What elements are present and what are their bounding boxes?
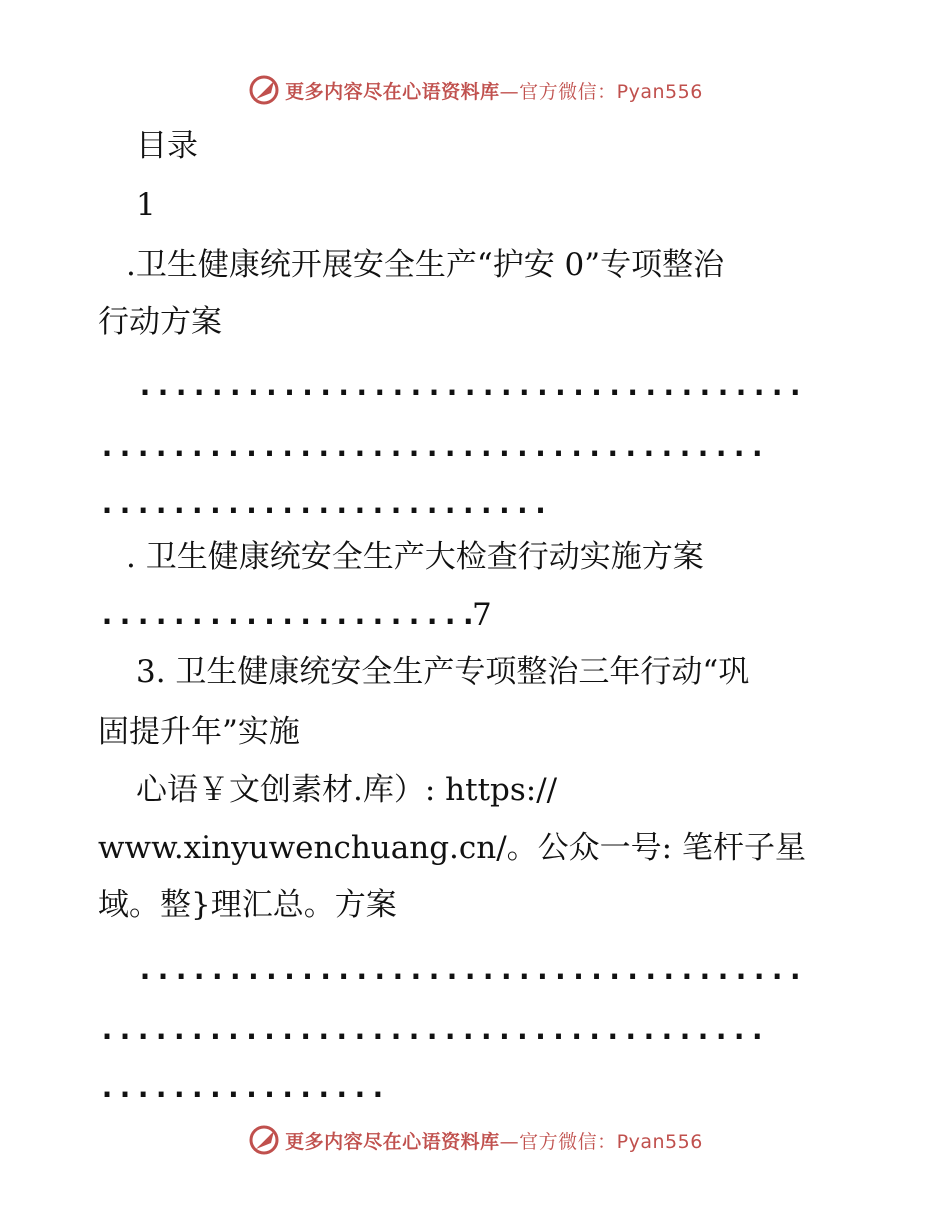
toc-item1-leader: .....................................: [136, 368, 805, 403]
toc-item3-title-line4: www.xinyuwenchuang.cn/。公众一号: 笔杆子星: [98, 830, 806, 866]
toc-item3-leader: .....................................: [136, 952, 805, 987]
toc-item3-title-line1[interactable]: 3. 卫生健康统安全生产专项整治三年行动“巩: [136, 654, 750, 690]
toc-item3-title-line2[interactable]: 固提升年”实施: [98, 714, 300, 750]
toc-item2-page-number[interactable]: 7: [472, 597, 492, 633]
toc-item1-number: 1: [136, 187, 156, 223]
toc-item1-title-line1[interactable]: .卫生健康统开展安全生产“护安 0”专项整治: [126, 247, 725, 283]
toc-item1-title-line2[interactable]: 行动方案: [98, 304, 222, 340]
banner-text-rest: —官方微信：Pyan556: [499, 1130, 703, 1153]
toc-item3-title-line5: 域。整}理汇总。方案: [98, 887, 397, 923]
banner-text-bold: 更多内容尽在心语资料库: [285, 1130, 500, 1153]
toc-item3-leader: .....................................: [98, 1012, 767, 1047]
toc-item2-leader: .....................: [98, 597, 478, 632]
banner-text: [285, 1127, 703, 1154]
header-banner: [0, 70, 950, 110]
toc-item3-title-line3: 心语￥文创素材.库）: https://: [136, 772, 558, 808]
toc-item1-leader: .....................................: [98, 429, 767, 464]
toc-item3-leader: ................: [98, 1070, 387, 1105]
banner-text: [285, 77, 703, 104]
toc-item2-title[interactable]: . 卫生健康统安全生产大检查行动实施方案: [126, 539, 704, 575]
toc-item1-leader: .........................: [98, 486, 550, 521]
quill-pen-icon: [247, 1123, 281, 1157]
banner-text-rest: —官方微信：Pyan556: [499, 80, 703, 103]
quill-pen-icon: [247, 73, 281, 107]
footer-banner: [0, 1120, 950, 1160]
banner-text-bold: 更多内容尽在心语资料库: [285, 80, 500, 103]
toc-title: 目录: [136, 128, 198, 164]
